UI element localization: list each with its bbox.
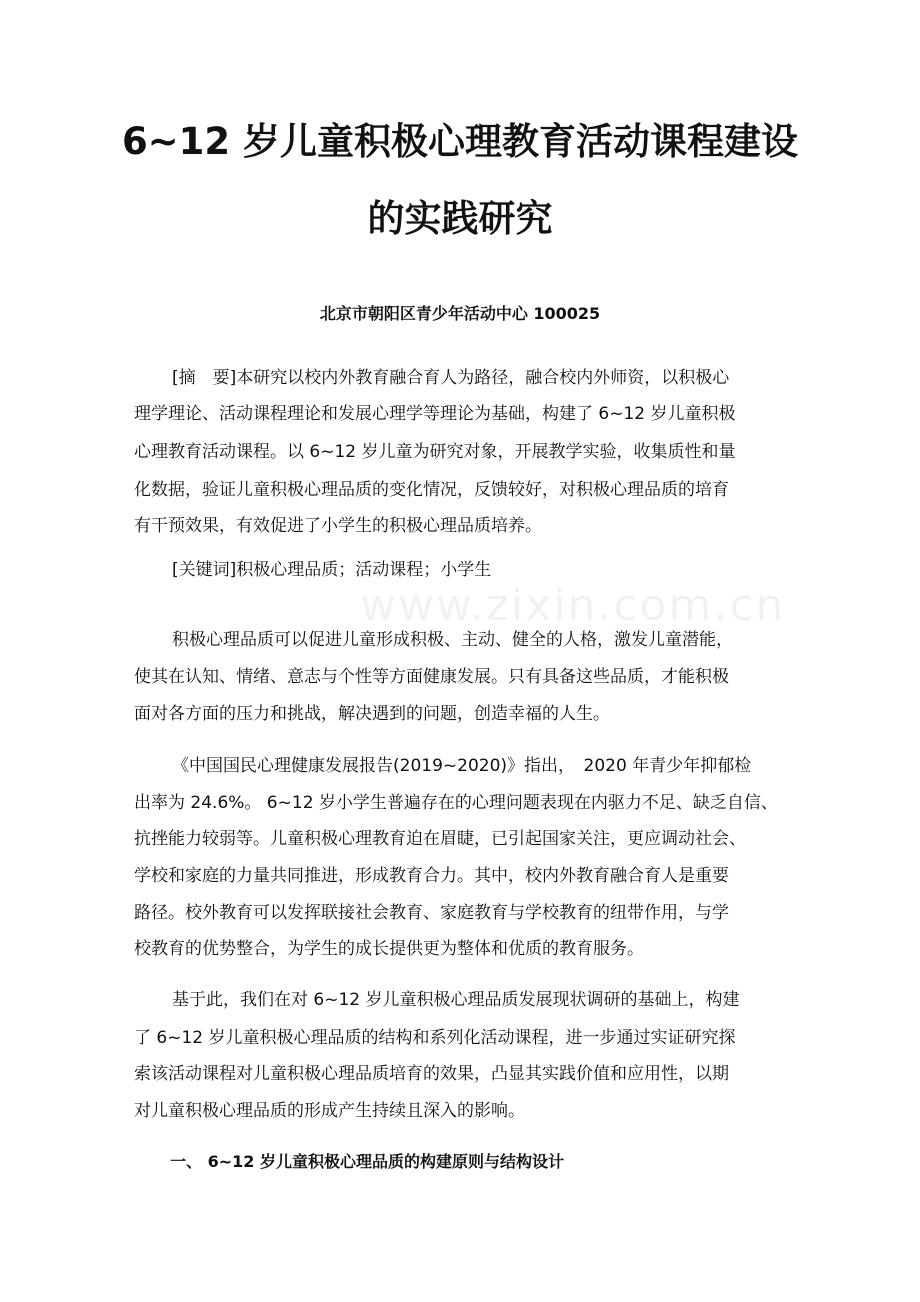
paragraph-line: 了 6~12 岁儿童积极心理品质的结构和系列化活动课程，进一步通过实证研究探 — [134, 1028, 736, 1048]
paragraph-line: 学校和家庭的力量共同推进，形成教育合力。其中，校内外教育融合育人是重要 — [134, 866, 729, 886]
paper-title-line-1: 6~12 岁儿童积极心理教育活动课程建设 — [121, 120, 799, 163]
paragraph-line: 抗挫能力较弱等。儿童积极心理教育迫在眉睫，已引起国家关注，更应调动社会、 — [134, 829, 746, 849]
paragraph-line: 索该活动课程对儿童积极心理品质培育的效果，凸显其实践价值和应用性，以期 — [134, 1064, 729, 1084]
keywords: [关键词]积极心理品质；活动课程；小学生 — [172, 560, 492, 580]
abstract-line: [摘 要]本研究以校内外教育融合育人为路径，融合校内外师资，以积极心 — [172, 368, 730, 388]
paragraph-line: 面对各方面的压力和挑战，解决遇到的问题，创造幸福的人生。 — [134, 704, 610, 724]
section-heading: 一、 6~12 岁儿童积极心理品质的构建原则与结构设计 — [170, 1152, 564, 1171]
paragraph-line: 《中国国民心理健康发展报告(2019~2020)》指出， 2020 年青少年抑郁检 — [172, 756, 752, 776]
abstract-line: 理学理论、活动课程理论和发展心理学等理论为基础，构建了 6~12 岁儿童积极 — [134, 404, 736, 424]
author-affiliation: 北京市朝阳区青少年活动中心 100025 — [319, 304, 601, 323]
paragraph-line: 对儿童积极心理品质的形成产生持续且深入的影响。 — [134, 1101, 525, 1121]
paragraph-line: 基于此，我们在对 6~12 岁儿童积极心理品质发展现状调研的基础上，构建 — [172, 990, 740, 1010]
paragraph-line: 积极心理品质可以促进儿童形成积极、主动、健全的人格，激发儿童潜能， — [172, 630, 733, 650]
paragraph-line: 校教育的优势整合，为学生的成长提供更为整体和优质的教育服务。 — [134, 939, 644, 959]
paper-title-line-2: 的实践研究 — [367, 197, 553, 240]
abstract-line: 心理教育活动课程。以 6~12 岁儿童为研究对象，开展教学实验，收集质性和量 — [134, 442, 736, 462]
paragraph-line: 使其在认知、情绪、意志与个性等方面健康发展。只有具备这些品质，才能积极 — [134, 667, 729, 687]
paragraph-line: 路径。校外教育可以发挥联接社会教育、家庭教育与学校教育的纽带作用，与学 — [134, 903, 729, 923]
watermark: www.zixin.com.cn — [360, 580, 786, 631]
abstract-line: 化数据，验证儿童积极心理品质的变化情况，反馈较好，对积极心理品质的培育 — [134, 480, 729, 500]
paragraph-line: 出率为 24.6%。 6~12 岁小学生普遍存在的心理问题表现在内驱力不足、缺乏自信、 — [134, 793, 778, 813]
abstract-line: 有干预效果，有效促进了小学生的积极心理品质培养。 — [134, 516, 542, 536]
